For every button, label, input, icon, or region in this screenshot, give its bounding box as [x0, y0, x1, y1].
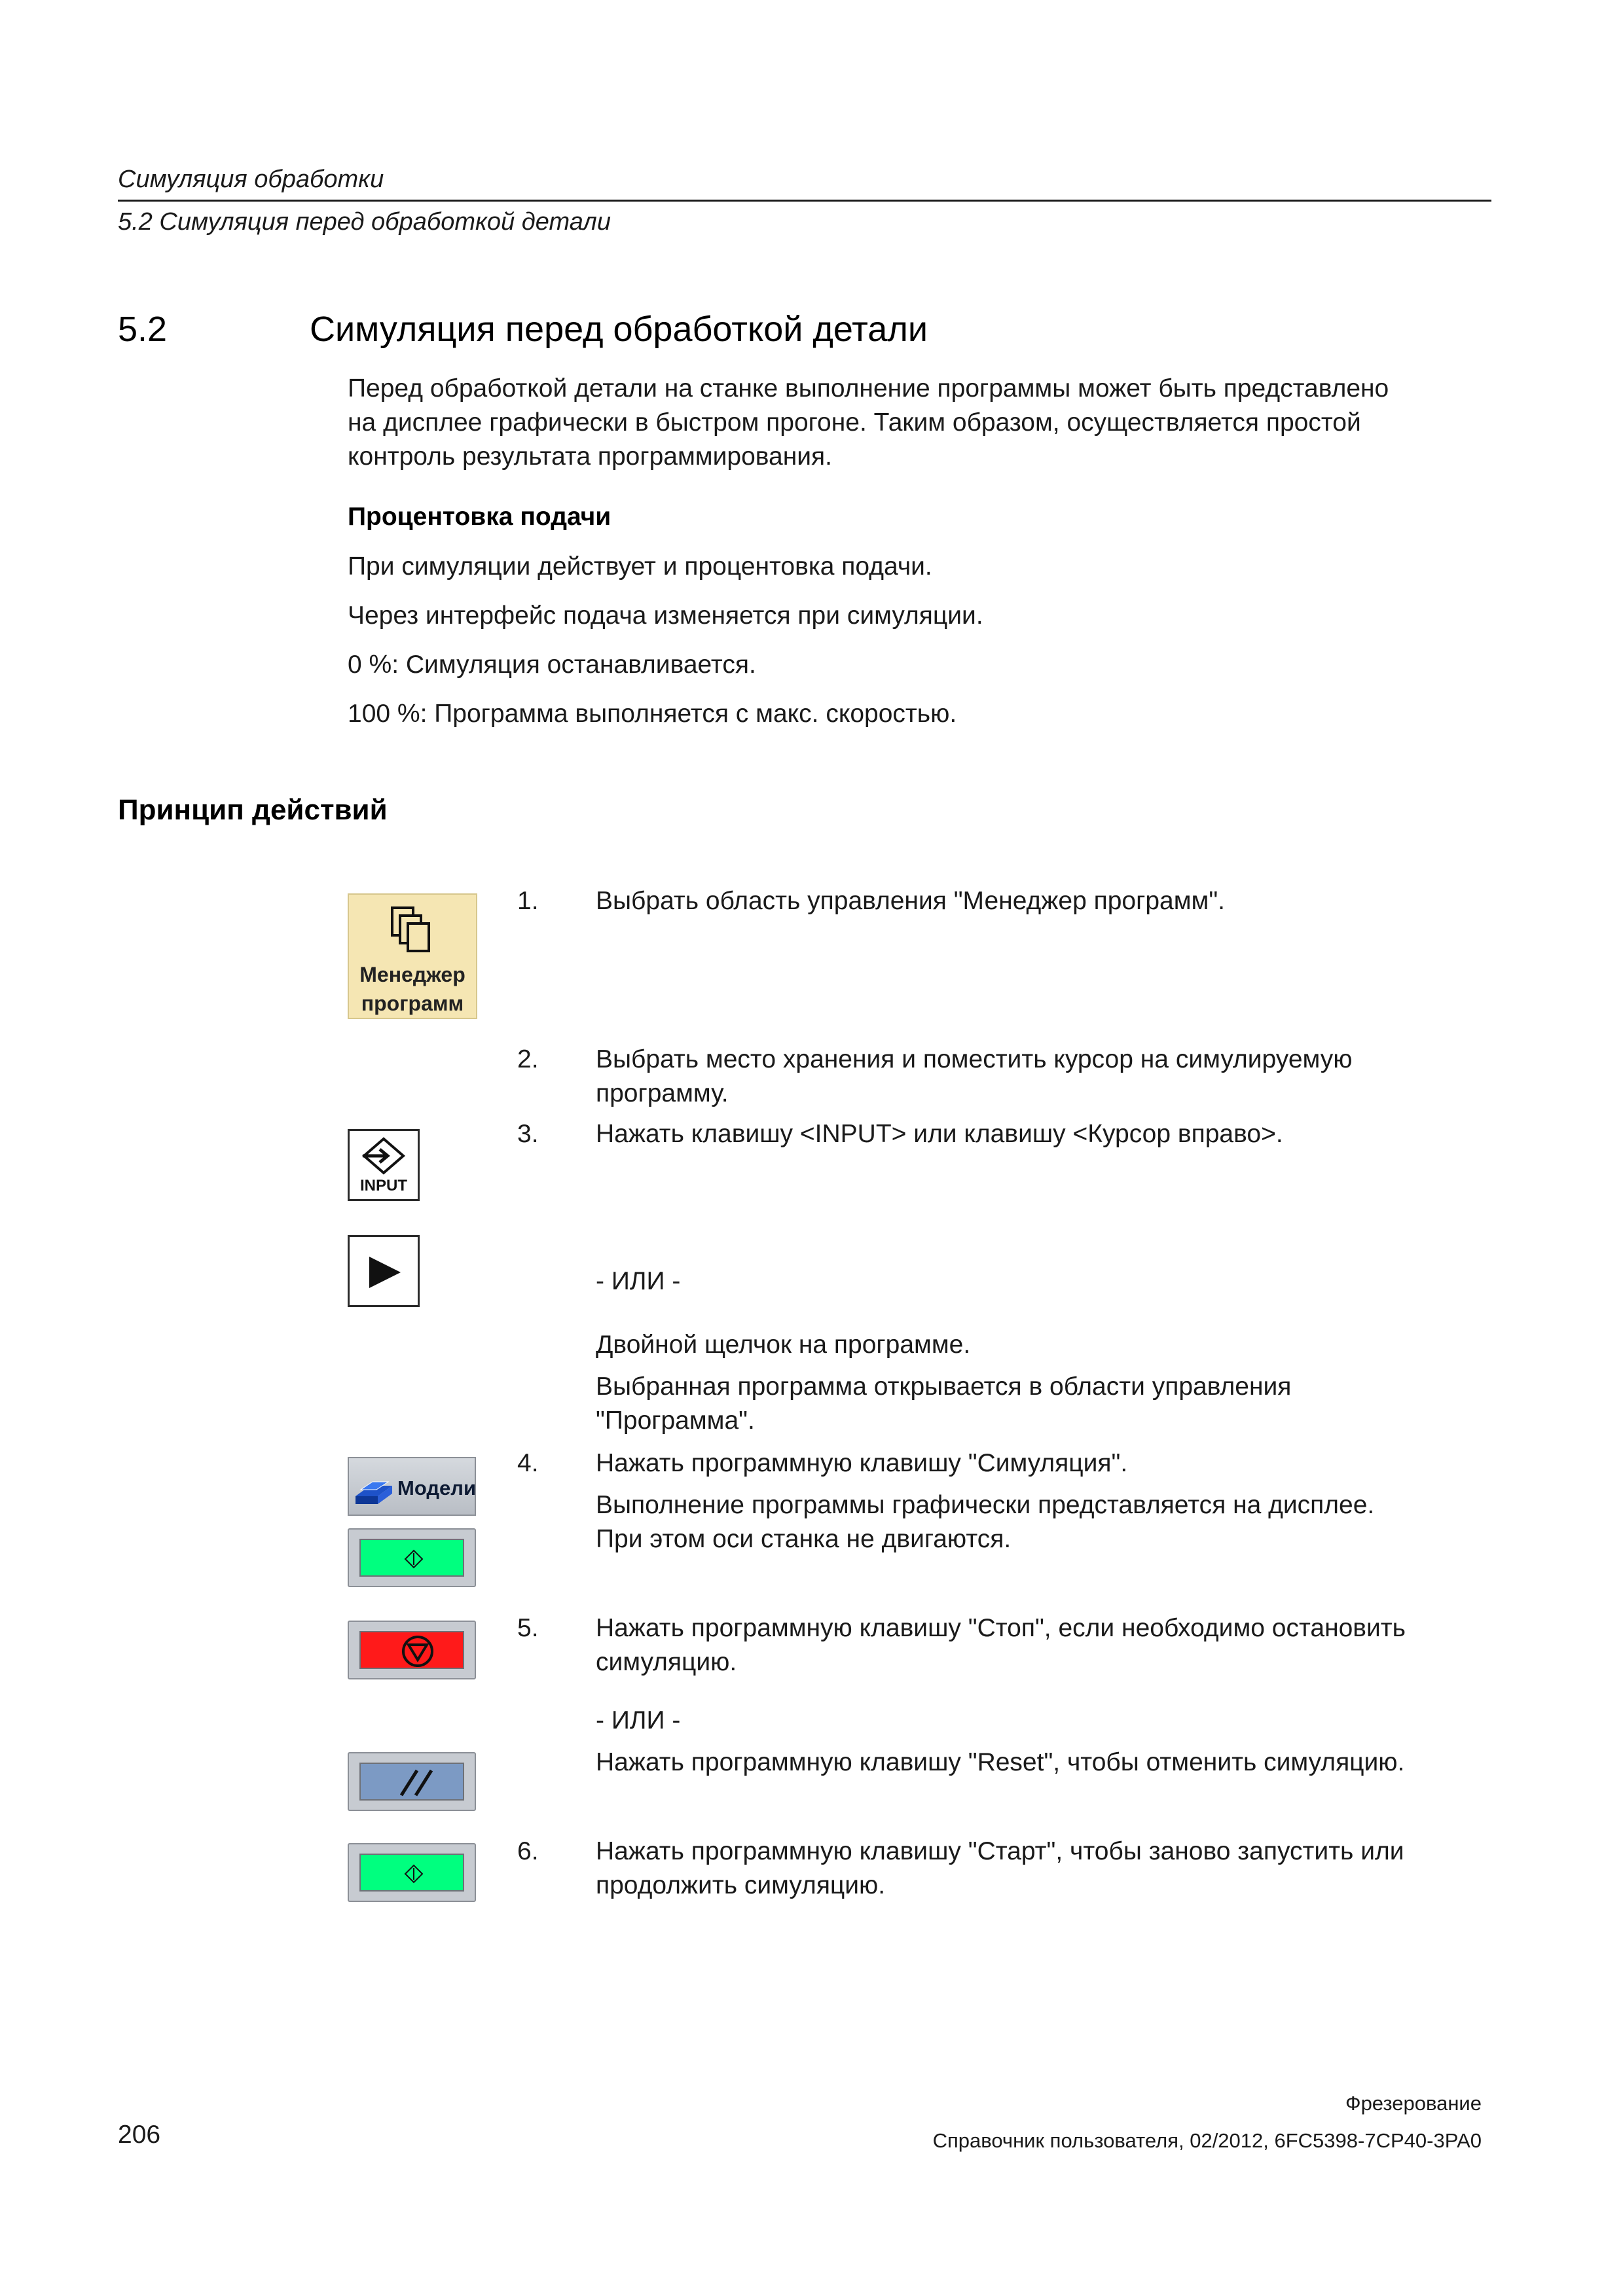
- program-manager-label: Менеджер: [359, 963, 465, 986]
- step-text: Нажать клавишу <INPUT> или клавишу <Курсор вправо>.: [596, 1120, 1283, 1148]
- input-key-label: INPUT: [360, 1177, 407, 1194]
- page-number: 206: [118, 2121, 161, 2149]
- step-text: [596, 1043, 1353, 1111]
- step-text: Нажать программную клавишу "Reset", чтобы отменить симуляцию.: [596, 1748, 1405, 1776]
- start-key-face: [359, 1854, 464, 1892]
- reset-key-face: [359, 1763, 464, 1801]
- step-text: Выбрать область управления "Менеджер программ".: [596, 887, 1226, 915]
- stop-key-face: [359, 1631, 464, 1669]
- step-text: [596, 1370, 1291, 1438]
- start-key-face: [359, 1539, 464, 1577]
- program-manager-label: программ: [361, 992, 464, 1015]
- program-manager-key[interactable]: [348, 893, 477, 1019]
- step-line: программу.: [596, 1079, 729, 1107]
- step-text: [596, 1835, 1404, 1903]
- reset-slashes-icon: [397, 1767, 437, 1799]
- intro-paragraph: [348, 372, 1389, 474]
- reset-key[interactable]: [348, 1752, 476, 1811]
- step-line: Выбранная программа открывается в области управления: [596, 1372, 1292, 1401]
- step-line: Выполнение программы графически представляется на дисплее.: [596, 1491, 1375, 1519]
- feed-override-heading: Процентовка подачи: [348, 503, 611, 531]
- intro-line: Перед обработкой детали на станке выполнение программы может быть представлено: [348, 374, 1389, 403]
- input-arrow-icon: [359, 1136, 409, 1177]
- play-triangle-icon: [367, 1254, 403, 1291]
- principle-heading: Принцип действий: [118, 794, 388, 826]
- intro-line: контроль результата программирования.: [348, 442, 833, 471]
- footer-manual-info: Справочник пользователя, 02/2012, 6FC5398-7CP40-3PA0: [932, 2129, 1482, 2152]
- step-text: [596, 1488, 1374, 1556]
- step-line: "Программа".: [596, 1407, 755, 1435]
- header-rule: [118, 200, 1491, 202]
- step-line: При этом оси станка не двигаются.: [596, 1525, 1012, 1553]
- step-number: 4.: [517, 1449, 539, 1477]
- models-icon: [353, 1470, 399, 1507]
- simulation-softkey[interactable]: [348, 1457, 476, 1516]
- start-icon: [404, 1857, 424, 1890]
- step-text: Двойной щелчок на программе.: [596, 1331, 971, 1359]
- intro-line: на дисплее графически в быстром прогоне. Таким образом, осуществляется простой: [348, 408, 1361, 437]
- models-label: Модели: [397, 1477, 477, 1499]
- feed-override-line: Через интерфейс подача изменяется при симуляции.: [348, 601, 983, 630]
- step-line: Выбрать место хранения и поместить курсор на симулируемую: [596, 1045, 1353, 1073]
- step-line: симуляцию.: [596, 1648, 737, 1676]
- step-number: 5.: [517, 1614, 539, 1642]
- step-text: [596, 1611, 1406, 1679]
- step-line: Нажать программную клавишу "Старт", чтобы заново запустить или: [596, 1837, 1404, 1865]
- start-key[interactable]: [348, 1528, 476, 1587]
- stop-key[interactable]: [348, 1621, 476, 1679]
- start-key[interactable]: [348, 1843, 476, 1902]
- start-icon: [404, 1543, 424, 1575]
- feed-override-line: 0 %: Симуляция останавливается.: [348, 651, 756, 679]
- documents-icon: [390, 905, 435, 954]
- step-number: 6.: [517, 1837, 539, 1865]
- input-key[interactable]: [348, 1129, 420, 1201]
- step-line: продолжить симуляцию.: [596, 1871, 886, 1899]
- step-number: 2.: [517, 1045, 539, 1073]
- step-number: 1.: [517, 887, 539, 915]
- step-text: Нажать программную клавишу "Симуляция".: [596, 1449, 1128, 1477]
- section-number: 5.2: [118, 310, 168, 349]
- stop-icon: [400, 1634, 435, 1669]
- running-header-section: 5.2 Симуляция перед обработкой детали: [118, 208, 611, 236]
- feed-override-line: При симуляции действует и процентовка подачи.: [348, 552, 932, 581]
- running-header-chapter: Симуляция обработки: [118, 166, 384, 193]
- step-number: 3.: [517, 1120, 539, 1148]
- or-separator: - ИЛИ -: [596, 1706, 681, 1734]
- step-line: Нажать программную клавишу "Стоп", если необходимо остановить: [596, 1614, 1406, 1642]
- footer-manual-title: Фрезерование: [1345, 2092, 1482, 2115]
- section-title: Симуляция перед обработкой детали: [310, 310, 928, 349]
- or-separator: - ИЛИ -: [596, 1267, 681, 1295]
- cursor-right-key[interactable]: [348, 1235, 420, 1307]
- feed-override-line: 100 %: Программа выполняется с макс. скоростью.: [348, 700, 957, 728]
